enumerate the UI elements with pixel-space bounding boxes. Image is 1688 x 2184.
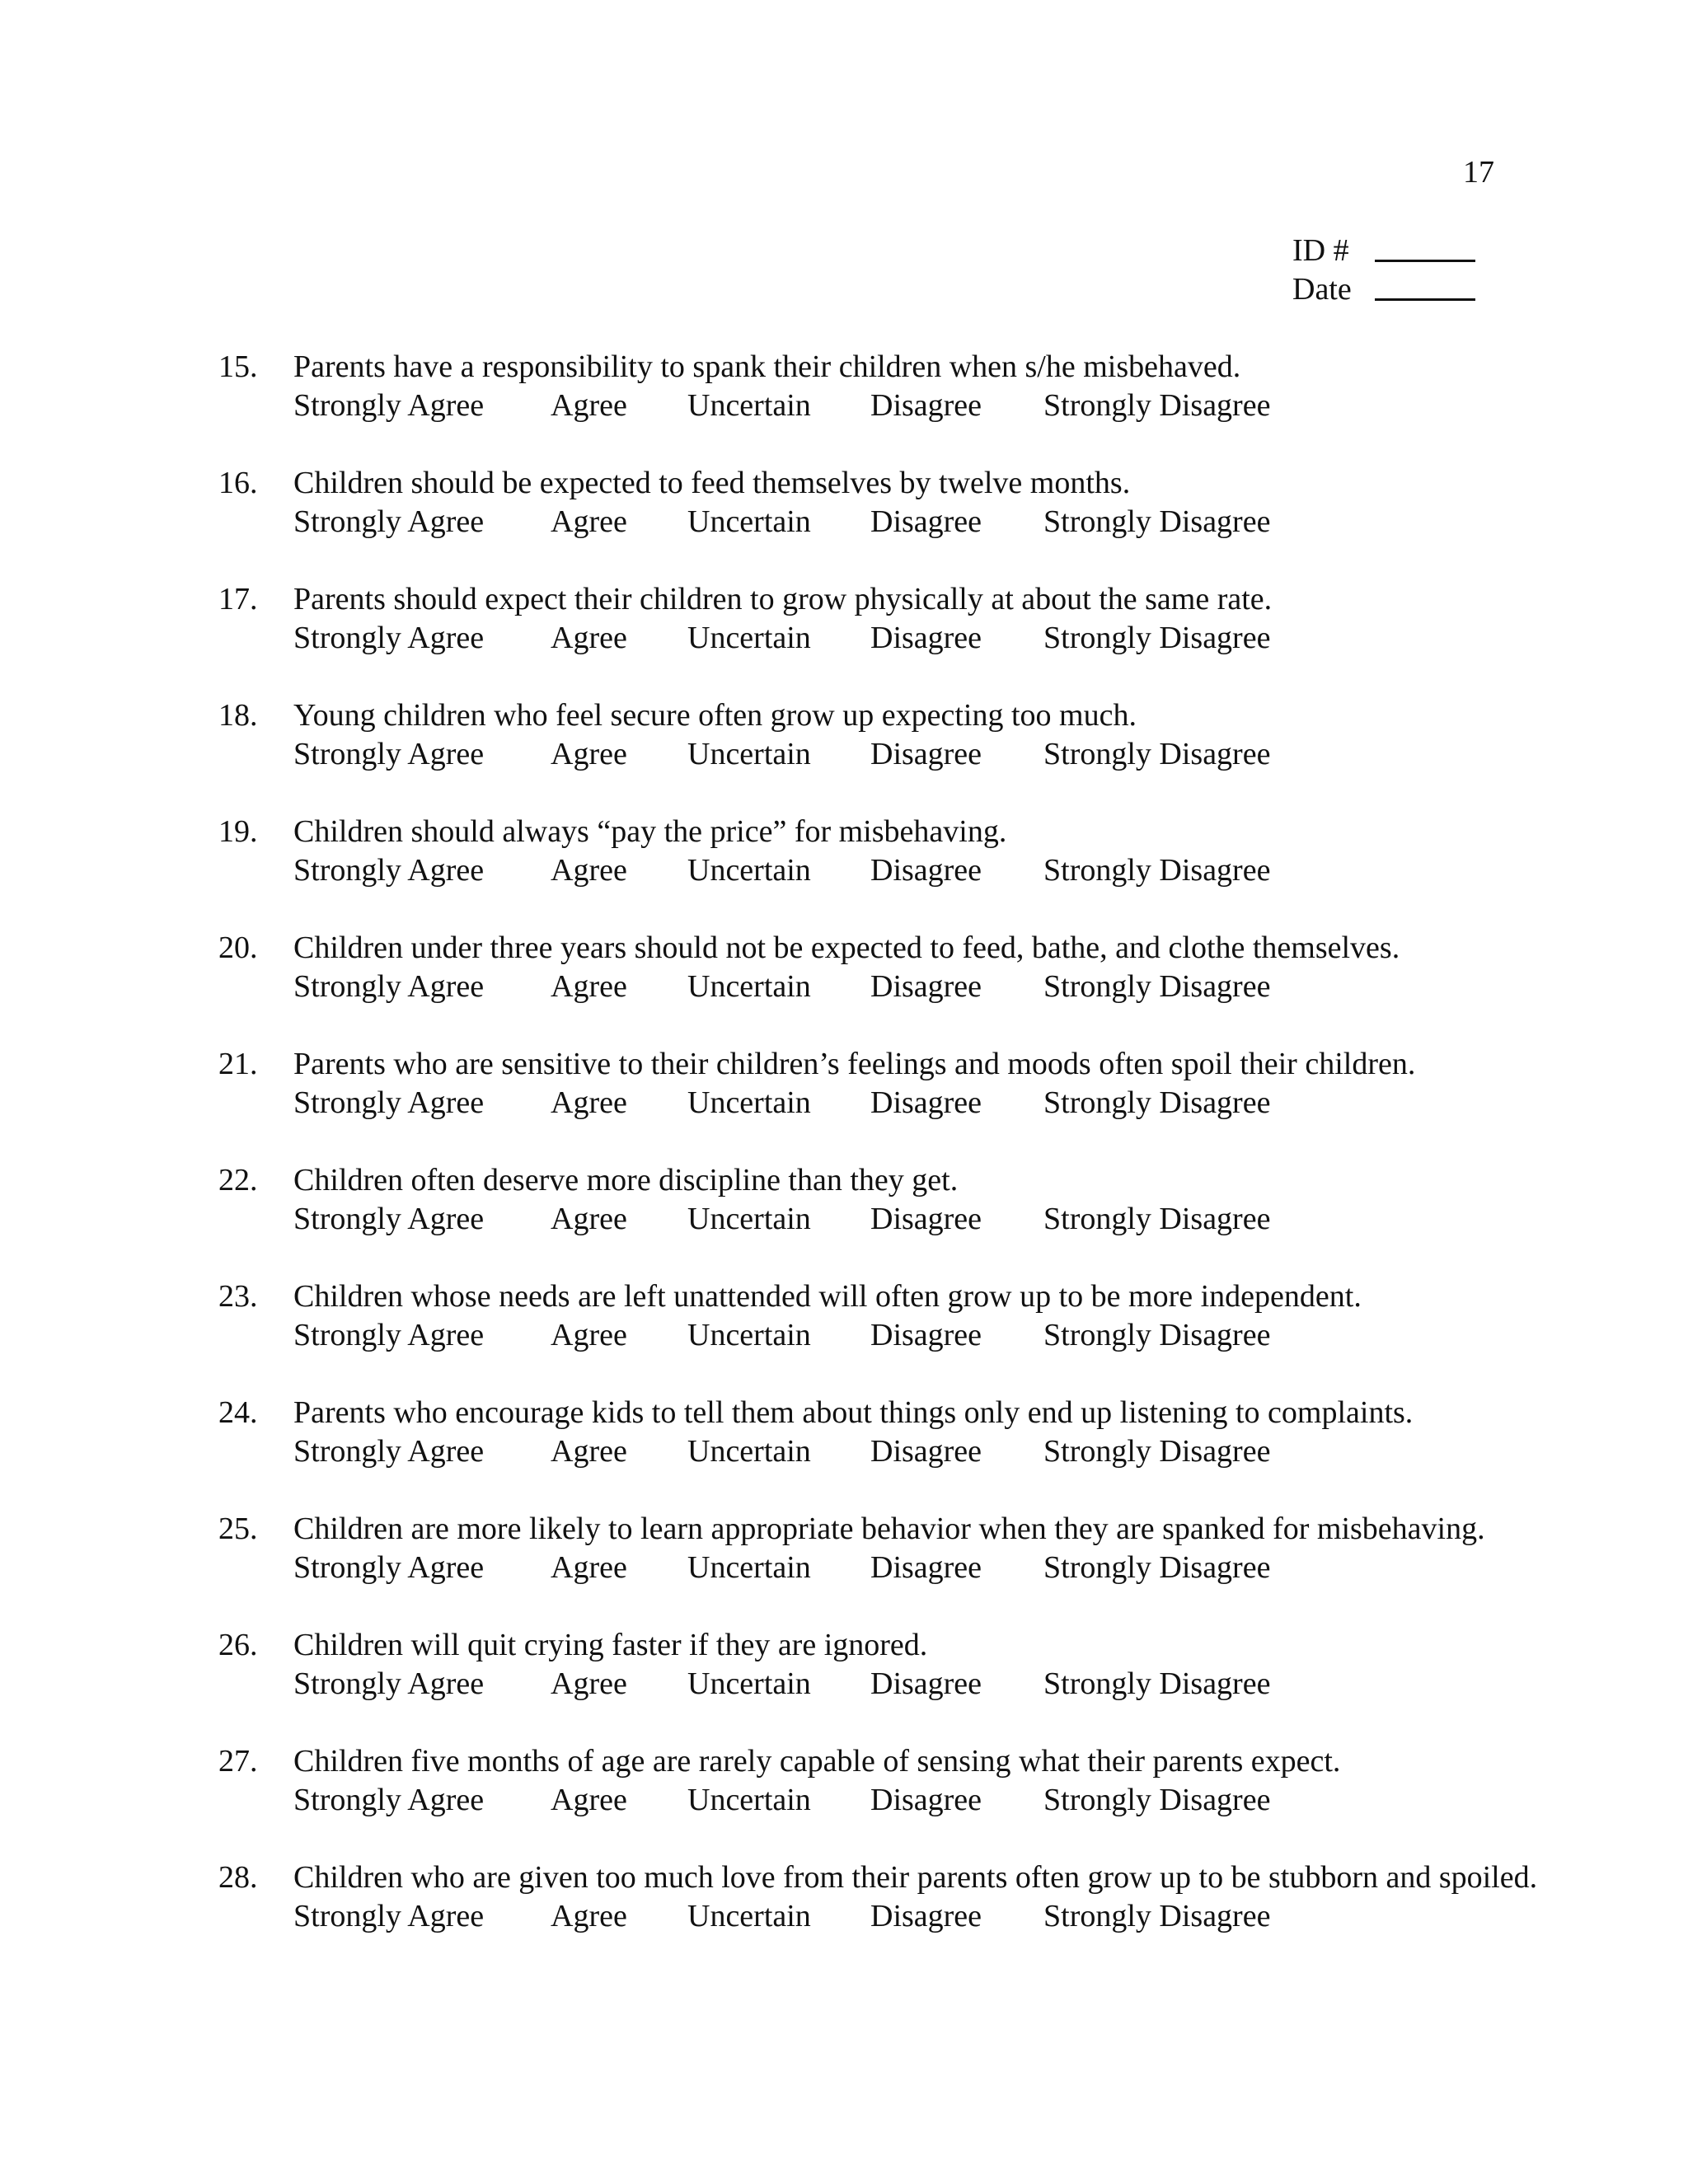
- response-option[interactable]: Strongly Agree: [293, 1666, 485, 1701]
- question-item: [218, 1161, 1620, 1277]
- question-item: [218, 464, 1620, 580]
- question-number: 18.: [218, 698, 258, 733]
- response-option[interactable]: Agree: [551, 737, 627, 771]
- response-option[interactable]: Disagree: [870, 969, 982, 1004]
- response-option[interactable]: Strongly Agree: [293, 621, 485, 655]
- response-option[interactable]: Disagree: [870, 853, 982, 888]
- response-option[interactable]: Strongly Agree: [293, 1318, 485, 1352]
- response-option[interactable]: Agree: [551, 1666, 627, 1701]
- id-label: ID #: [1292, 233, 1349, 268]
- question-item: [218, 580, 1620, 696]
- response-option[interactable]: Uncertain: [687, 969, 811, 1004]
- response-option[interactable]: Agree: [551, 853, 627, 888]
- response-option[interactable]: Uncertain: [687, 504, 811, 539]
- question-text: Children should be expected to feed themselves by twelve months.: [293, 466, 1131, 500]
- response-option[interactable]: Strongly Disagree: [1043, 737, 1271, 771]
- response-option[interactable]: Strongly Agree: [293, 504, 485, 539]
- question-item: [218, 1045, 1620, 1161]
- response-option[interactable]: Uncertain: [687, 1899, 811, 1933]
- response-option[interactable]: Uncertain: [687, 1666, 811, 1701]
- question-text: Children often deserve more discipline than they get.: [293, 1163, 959, 1197]
- response-option[interactable]: Agree: [551, 1434, 627, 1469]
- response-option[interactable]: Uncertain: [687, 1434, 811, 1469]
- question-item: [218, 1394, 1620, 1510]
- response-option[interactable]: Strongly Disagree: [1043, 1434, 1271, 1469]
- response-options: [293, 1549, 1282, 1587]
- response-option[interactable]: Disagree: [870, 1085, 982, 1120]
- response-option[interactable]: Agree: [551, 969, 627, 1004]
- question-text: Parents who are sensitive to their children’s feelings and moods often spoil their children.: [293, 1047, 1416, 1081]
- response-option[interactable]: Agree: [551, 1318, 627, 1352]
- response-option[interactable]: Agree: [551, 388, 627, 423]
- response-options: [293, 1897, 1282, 1936]
- response-option[interactable]: Disagree: [870, 388, 982, 423]
- response-options: [293, 1432, 1282, 1471]
- question-number: 15.: [218, 349, 258, 384]
- question-text: Children will quit crying faster if they are ignored.: [293, 1628, 928, 1662]
- question-text: Children are more likely to learn appropriate behavior when they are spanked for misbehaving.: [293, 1511, 1485, 1546]
- response-options: [293, 1781, 1282, 1820]
- question-number: 23.: [218, 1279, 258, 1314]
- response-option[interactable]: Uncertain: [687, 1318, 811, 1352]
- question-text: Parents should expect their children to grow physically at about the same rate.: [293, 582, 1273, 616]
- response-option[interactable]: Strongly Disagree: [1043, 1202, 1271, 1236]
- response-option[interactable]: Disagree: [870, 737, 982, 771]
- response-option[interactable]: Agree: [551, 1085, 627, 1120]
- response-option[interactable]: Agree: [551, 1550, 627, 1585]
- response-options: [293, 619, 1282, 658]
- question-text: Children five months of age are rarely capable of sensing what their parents expect.: [293, 1744, 1341, 1779]
- question-item: [218, 1510, 1620, 1626]
- response-option[interactable]: Uncertain: [687, 1202, 811, 1236]
- response-options: [293, 1316, 1282, 1355]
- response-options: [293, 387, 1282, 425]
- id-blank-line[interactable]: [1375, 235, 1475, 262]
- question-item: [218, 1742, 1620, 1858]
- question-number: 21.: [218, 1047, 258, 1081]
- response-option[interactable]: Uncertain: [687, 737, 811, 771]
- question-list: [218, 348, 1620, 1975]
- response-option[interactable]: Strongly Agree: [293, 969, 485, 1004]
- question-number: 22.: [218, 1163, 258, 1197]
- response-option[interactable]: Uncertain: [687, 1783, 811, 1817]
- response-option[interactable]: Strongly Disagree: [1043, 853, 1271, 888]
- question-item: [218, 813, 1620, 929]
- question-number: 26.: [218, 1628, 258, 1662]
- response-option[interactable]: Strongly Agree: [293, 1783, 485, 1817]
- response-option[interactable]: Agree: [551, 504, 627, 539]
- response-option[interactable]: Disagree: [870, 1550, 982, 1585]
- question-item: [218, 1858, 1620, 1975]
- response-options: [293, 1665, 1282, 1704]
- response-option[interactable]: Strongly Disagree: [1043, 504, 1271, 539]
- question-number: 28.: [218, 1860, 258, 1895]
- response-option[interactable]: Strongly Disagree: [1043, 1318, 1271, 1352]
- response-option[interactable]: Strongly Disagree: [1043, 1550, 1271, 1585]
- question-number: 20.: [218, 930, 258, 965]
- date-field: [1292, 271, 1475, 307]
- response-option[interactable]: Disagree: [870, 1434, 982, 1469]
- response-option[interactable]: Uncertain: [687, 388, 811, 423]
- question-number: 25.: [218, 1511, 258, 1546]
- response-option[interactable]: Agree: [551, 1202, 627, 1236]
- question-text: Children whose needs are left unattended will often grow up to be more independent.: [293, 1279, 1362, 1314]
- question-number: 17.: [218, 582, 258, 616]
- response-option[interactable]: Strongly Disagree: [1043, 969, 1271, 1004]
- question-text: Young children who feel secure often grow up expecting too much.: [293, 698, 1137, 733]
- response-option[interactable]: Strongly Disagree: [1043, 1666, 1271, 1701]
- response-option[interactable]: Disagree: [870, 1899, 982, 1933]
- response-option[interactable]: Strongly Agree: [293, 388, 485, 423]
- response-option[interactable]: Strongly Disagree: [1043, 1783, 1271, 1817]
- response-option[interactable]: Strongly Agree: [293, 1550, 485, 1585]
- response-option[interactable]: Strongly Agree: [293, 1085, 485, 1120]
- question-item: [218, 1277, 1620, 1394]
- response-options: [293, 503, 1282, 541]
- question-item: [218, 348, 1620, 464]
- response-option[interactable]: Strongly Agree: [293, 737, 485, 771]
- response-options: [293, 1084, 1282, 1122]
- response-option[interactable]: Strongly Agree: [293, 1202, 485, 1236]
- response-option[interactable]: Disagree: [870, 504, 982, 539]
- response-option[interactable]: Strongly Disagree: [1043, 388, 1271, 423]
- response-option[interactable]: Uncertain: [687, 1550, 811, 1585]
- question-text: Parents who encourage kids to tell them about things only end up listening to complaints.: [293, 1395, 1414, 1430]
- question-number: 19.: [218, 814, 258, 849]
- question-number: 27.: [218, 1744, 258, 1779]
- question-text: Children who are given too much love from their parents often grow up to be stubborn and spoiled.: [293, 1860, 1538, 1895]
- response-option[interactable]: Disagree: [870, 1202, 982, 1236]
- response-option[interactable]: Agree: [551, 1899, 627, 1933]
- response-option[interactable]: Strongly Disagree: [1043, 1085, 1271, 1120]
- response-option[interactable]: Strongly Agree: [293, 1434, 485, 1469]
- question-item: [218, 1626, 1620, 1742]
- date-blank-line[interactable]: [1375, 274, 1475, 301]
- response-option[interactable]: Strongly Disagree: [1043, 621, 1271, 655]
- question-text: Children under three years should not be expected to feed, bathe, and clothe themselves.: [293, 930, 1400, 965]
- question-text: Parents have a responsibility to spank their children when s/he misbehaved.: [293, 349, 1241, 384]
- question-item: [218, 929, 1620, 1045]
- response-options: [293, 968, 1282, 1006]
- response-option[interactable]: Strongly Disagree: [1043, 1899, 1271, 1933]
- question-number: 24.: [218, 1395, 258, 1430]
- question-number: 16.: [218, 466, 258, 500]
- response-option[interactable]: Disagree: [870, 1318, 982, 1352]
- response-option[interactable]: Disagree: [870, 1666, 982, 1701]
- date-label: Date: [1292, 272, 1352, 307]
- response-option[interactable]: Strongly Agree: [293, 1899, 485, 1933]
- response-options: [293, 735, 1282, 774]
- question-item: [218, 696, 1620, 813]
- response-options: [293, 851, 1282, 890]
- response-option[interactable]: Uncertain: [687, 853, 811, 888]
- response-option[interactable]: Agree: [551, 621, 627, 655]
- response-option[interactable]: Strongly Agree: [293, 853, 485, 888]
- response-option[interactable]: Disagree: [870, 1783, 982, 1817]
- response-options: [293, 1200, 1282, 1239]
- response-option[interactable]: Agree: [551, 1783, 627, 1817]
- id-field: [1292, 232, 1475, 269]
- response-option[interactable]: Uncertain: [687, 1085, 811, 1120]
- page-number: 17: [1463, 155, 1494, 190]
- question-text: Children should always “pay the price” for misbehaving.: [293, 814, 1007, 849]
- response-option[interactable]: Uncertain: [687, 621, 811, 655]
- response-option[interactable]: Disagree: [870, 621, 982, 655]
